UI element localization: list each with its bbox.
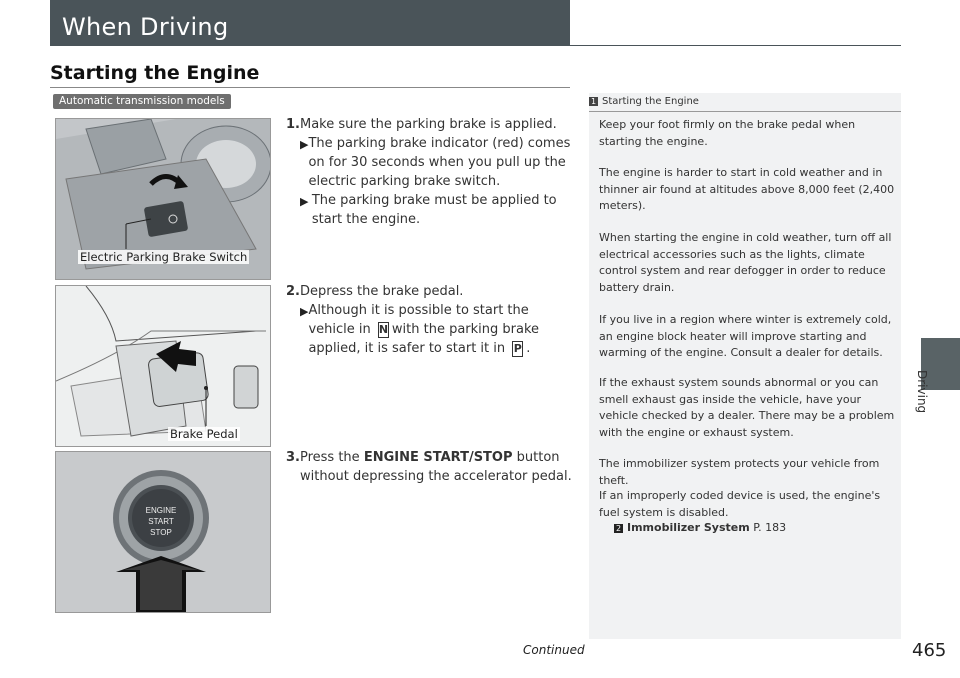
start-button-text: START (148, 517, 174, 526)
side-note-paragraph: If you live in a region where winter is extremely cold, an engine block heater will improve starting and warming of the engine. Consult a dealer for details. (599, 313, 892, 359)
side-note-heading: 1 Starting the Engine (590, 96, 699, 107)
side-note-paragraph: The immobilizer system protects your vehicle from theft. (599, 457, 880, 487)
step-number: 1. (286, 117, 300, 132)
arrow-icon: ▶ (300, 138, 309, 151)
continued-label: Continued (523, 643, 585, 657)
step-bullet: Although it is possible to start the vehicle in N with the parking brake applied, it is safer to start it in P . (308, 303, 540, 356)
section-rule (50, 87, 570, 88)
start-button-text: STOP (150, 528, 172, 537)
side-note-rule (589, 111, 901, 112)
immobilizer-xref-link[interactable]: 2 Immobilizer System P. 183 (615, 521, 787, 534)
start-button-photo (55, 451, 271, 613)
side-note-paragraph: If the exhaust system sounds abnormal or you can smell exhaust gas inside the vehicle, have your vehicle checked by a dealer. There may be a problem with the engine or exhaust system. (599, 376, 895, 439)
arrow-icon: ▶ (300, 195, 309, 208)
arrow-icon: ▶ (300, 305, 309, 318)
page-number: 465 (912, 640, 947, 661)
side-note-paragraph: If an improperly coded device is used, the engine's fuel system is disabled. (599, 489, 881, 519)
model-badge: Automatic transmission models (53, 94, 231, 109)
xref-icon: 2 (615, 524, 622, 533)
parking-brake-switch-callout: Electric Parking Brake Switch (80, 250, 248, 264)
parking-brake-photo (55, 118, 271, 280)
step-bullet: The parking brake must be applied to start the engine. (311, 193, 557, 227)
side-note-paragraph: The engine is harder to start in cold weather and in thinner air found at altitudes above 8,000 feet (2,400 meters). (599, 166, 895, 212)
gear-p-key: P (513, 341, 522, 355)
step-3 (286, 448, 576, 486)
title-rule (570, 45, 901, 46)
step-1 (286, 115, 576, 229)
brake-pedal-photo (55, 285, 271, 447)
step-number: 2. (286, 284, 300, 299)
chapter-title-bar (50, 0, 570, 46)
section-title: Starting the Engine (50, 62, 260, 84)
step-text: Press the ENGINE START/STOP button without depressing the accelerator pedal. (299, 450, 572, 484)
chapter-tab-label: Driving (915, 370, 929, 414)
step-text: Depress the brake pedal. (300, 284, 464, 299)
start-button-text: ENGINE (145, 506, 177, 515)
chapter-title: When Driving (62, 13, 229, 41)
step-text: Make sure the parking brake is applied. (300, 117, 557, 132)
brake-pedal-callout: Brake Pedal (170, 427, 238, 441)
side-note-paragraph: Keep your foot firmly on the brake pedal when starting the engine. (599, 118, 856, 148)
gear-n-key: N (378, 322, 389, 336)
note-icon: 1 (590, 97, 597, 106)
step-bullet: The parking brake indicator (red) comes on for 30 seconds when you pull up the electric parking brake switch. (308, 136, 571, 189)
step-number: 3. (286, 450, 300, 465)
step-2 (286, 282, 576, 358)
side-note-paragraph: When starting the engine in cold weather, turn off all electrical accessories such as the lights, climate control system and rear defogger in order to reduce battery drain. (599, 231, 892, 294)
